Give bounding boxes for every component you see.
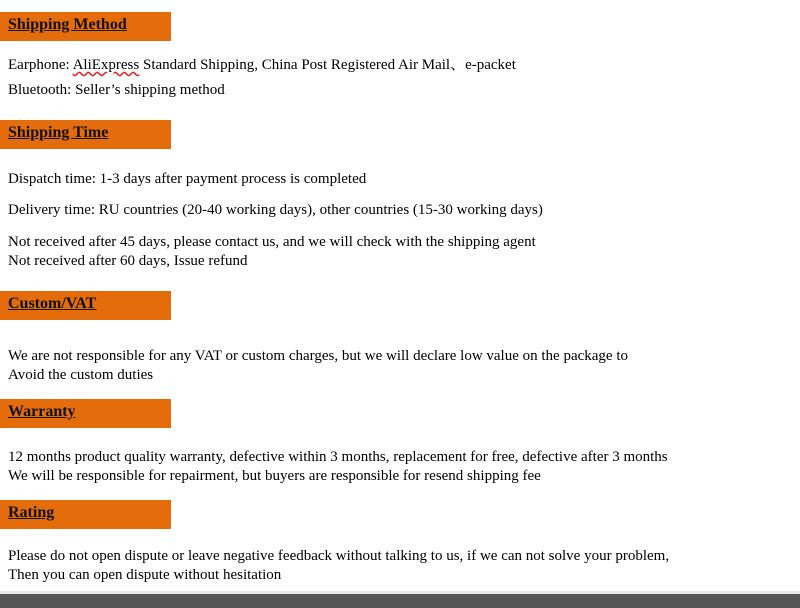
bottom-divider [0,591,800,608]
vat-line-1: We are not responsible for any VAT or custom charges, but we will declare low value on the package to [8,348,629,364]
rating-line-1: Please do not open dispute or leave negative feedback without talking to us, if we can not solve your problem, [8,548,670,564]
shipping-method-title: Shipping Method [8,16,127,33]
shipping-time-title: Shipping Time [8,124,109,141]
not-received-60-line: Not received after 60 days, Issue refund [8,253,248,269]
custom-vat-header [0,291,171,320]
not-received-45-line: Not received after 45 days, please contact us, and we will check with the shipping agent [8,234,536,250]
rating-header [0,500,171,529]
bluetooth-shipping-line: Bluetooth: Seller’s shipping method [8,82,225,98]
warranty-header [0,399,171,428]
shipping-time-header [0,120,171,149]
rating-line-2: Then you can open dispute without hesitation [8,567,282,583]
custom-vat-title: Custom/VAT [8,295,97,312]
warranty-title: Warranty [8,403,76,420]
earphone-methods: Standard Shipping, China Post Registered Air Mail、e-packet [139,57,516,73]
warranty-line-2: We will be responsible for repairment, but buyers are responsible for resend shipping fee [8,468,541,484]
earphone-label: Earphone: [8,57,73,73]
earphone-shipping-line [8,56,516,75]
shipping-method-header [0,12,171,41]
delivery-time-line: Delivery time: RU countries (20-40 working days), other countries (15-30 working days) [8,202,543,218]
vat-line-2: Avoid the custom duties [8,367,154,383]
aliexpress-word: AliExpress [72,57,140,73]
rating-title: Rating [8,504,55,521]
warranty-line-1: 12 months product quality warranty, defective within 3 months, replacement for free, defective after 3 months [8,449,668,465]
dispatch-time-line: Dispatch time: 1-3 days after payment process is completed [8,171,367,187]
